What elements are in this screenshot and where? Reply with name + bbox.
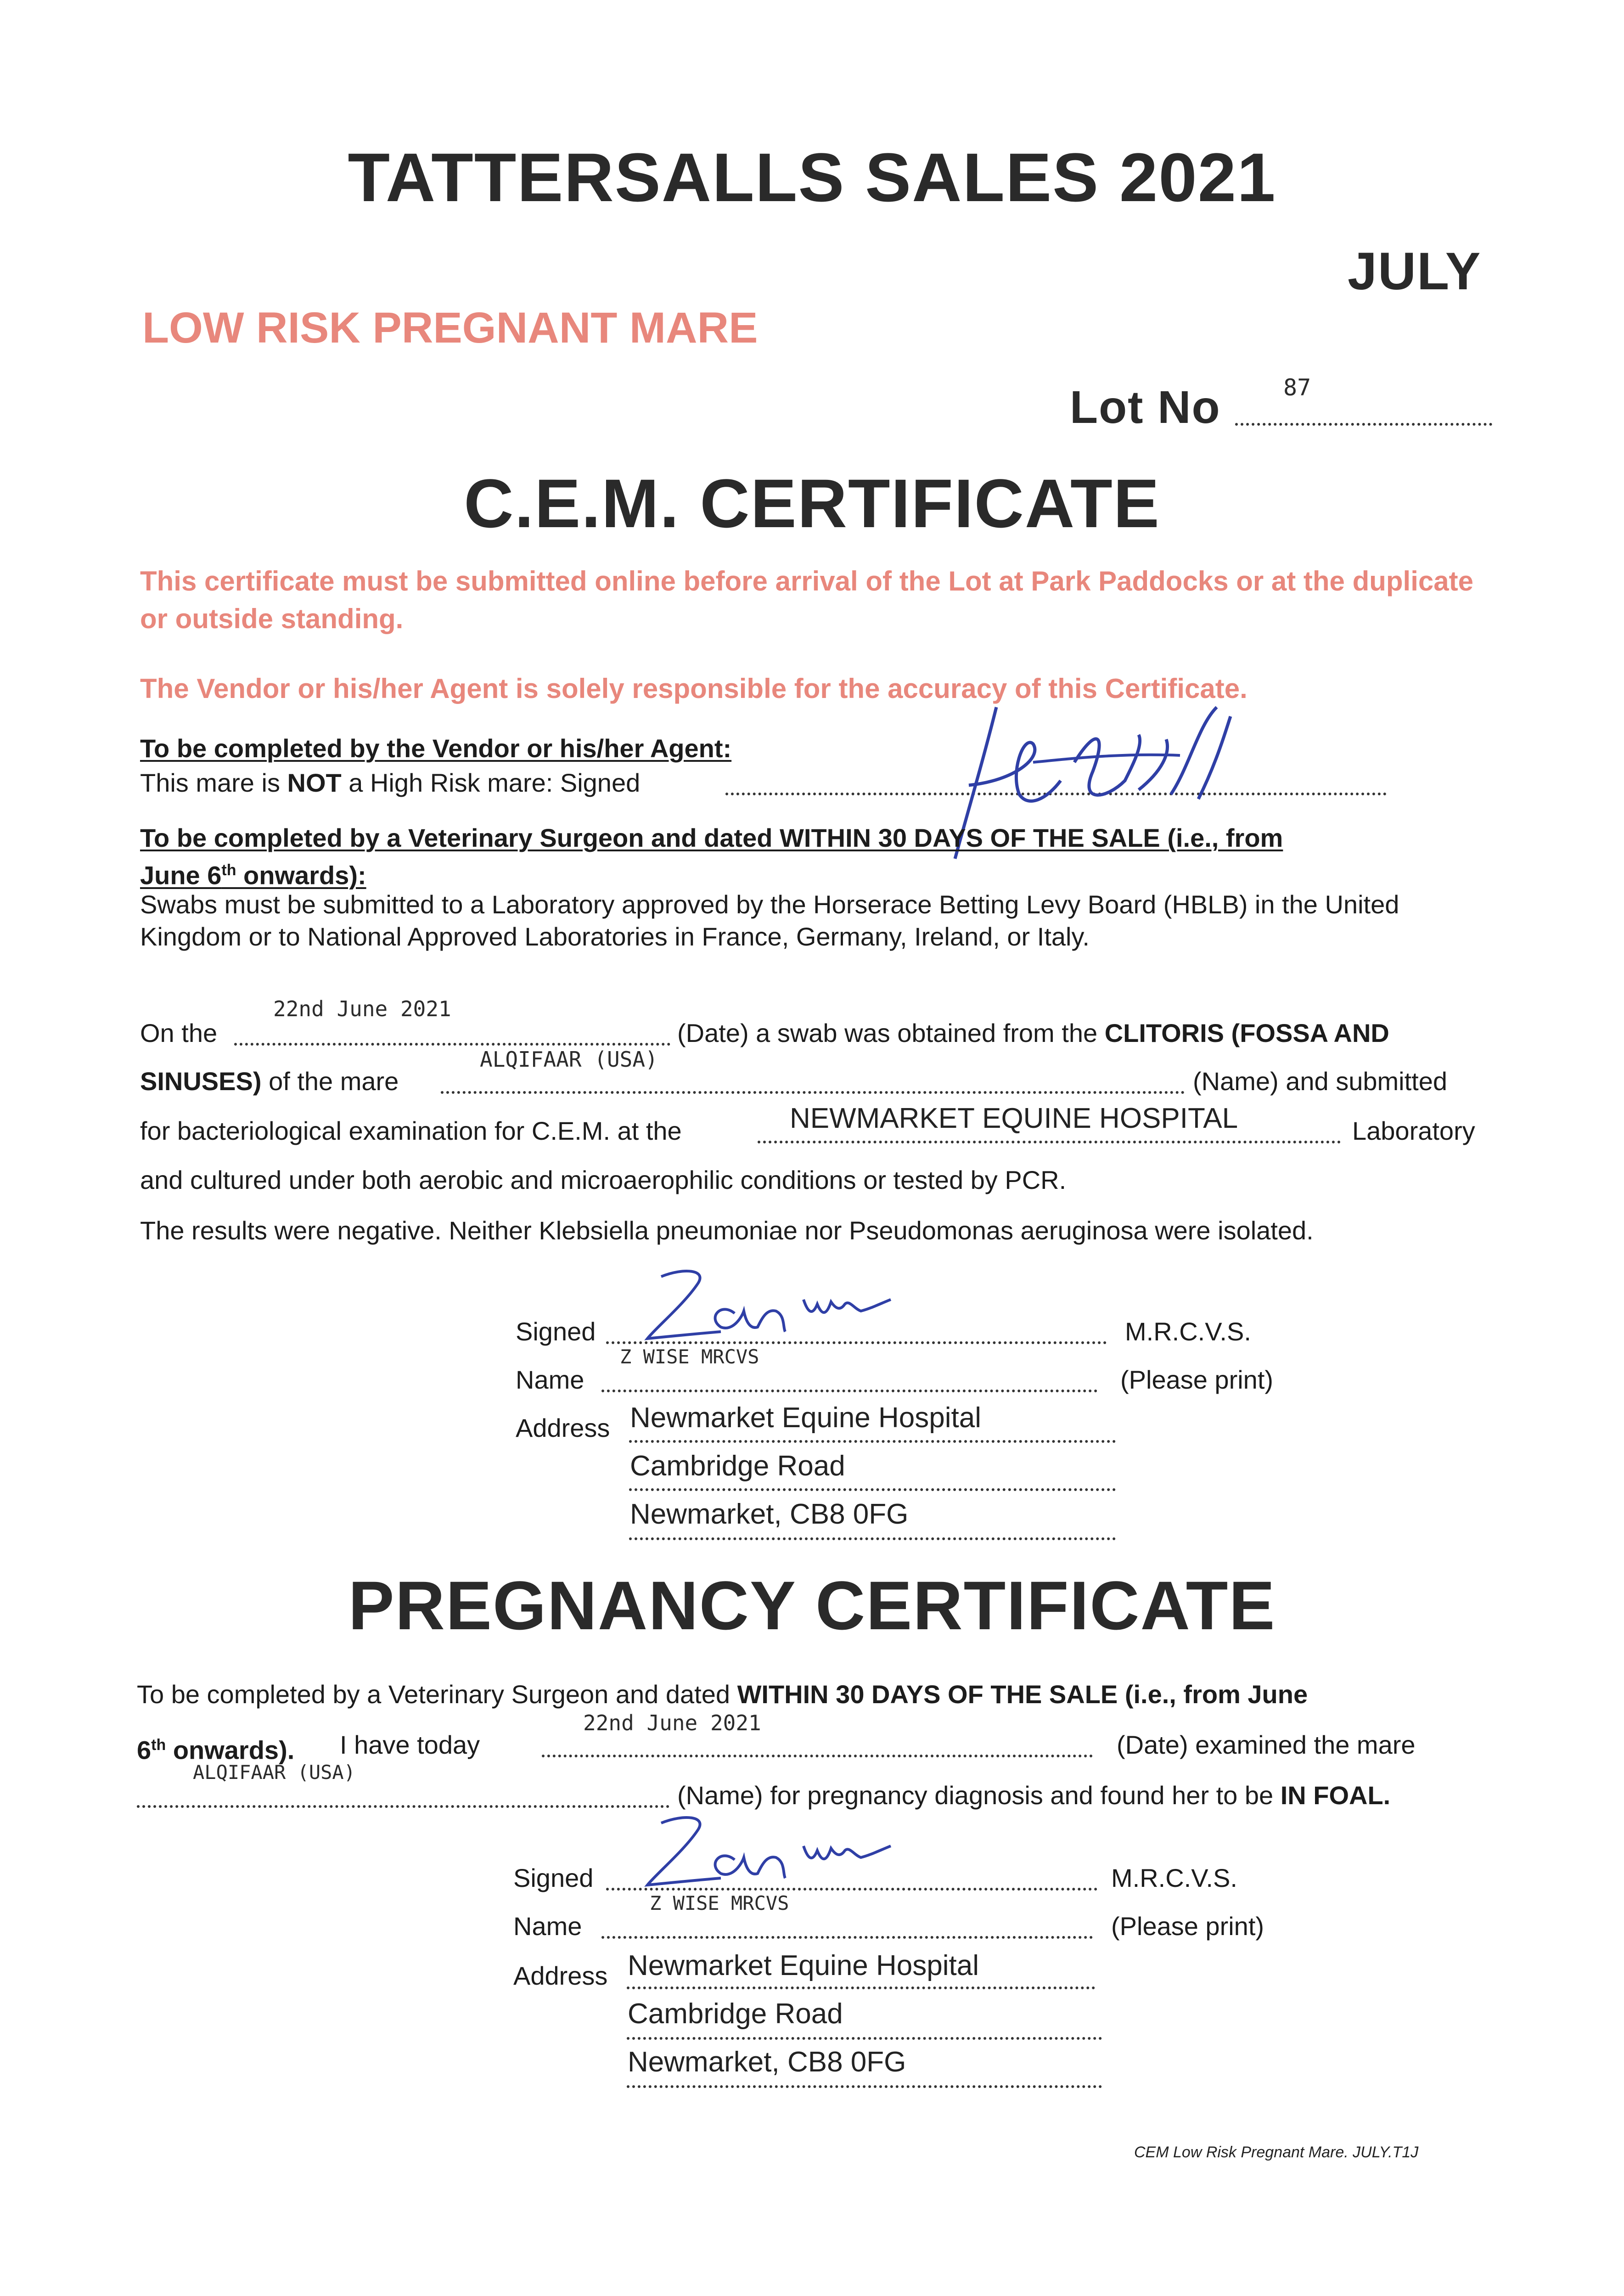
preg-vet-signature — [629, 1805, 905, 1896]
cem-vet-name: Z WISE MRCVS — [620, 1345, 759, 1368]
name-submitted-text: (Name) and submitted — [1193, 1067, 1448, 1096]
have-today-text: I have today — [340, 1730, 480, 1759]
clitoris-text: CLITORIS (FOSSA AND — [1104, 1019, 1389, 1047]
preg-address-3: Newmarket, CB8 0FG — [628, 2046, 906, 2078]
exam-date-line — [542, 1752, 1093, 1757]
bact-text: for bacteriological examination for C.E.M. at the — [140, 1116, 682, 1145]
mare-category: LOW RISK PREGNANT MARE — [142, 304, 758, 352]
of-the-mare-text: of the mare — [269, 1067, 399, 1096]
preg-signed-label: Signed — [513, 1863, 594, 1892]
name-diag-text: (Name) for pregnancy diagnosis and found her to be — [677, 1781, 1274, 1810]
cem-address-line-2 — [629, 1486, 1116, 1491]
preg-address-1: Newmarket Equine Hospital — [628, 1950, 979, 1981]
preg-address-2: Cambridge Road — [628, 1998, 843, 2030]
preg-address-line-1 — [627, 1984, 1095, 1989]
lot-number: 87 — [1283, 374, 1311, 401]
cem-address-line-3 — [629, 1535, 1116, 1540]
vet-heading-continued — [140, 854, 366, 892]
date-examined-text: (Date) examined the mare — [1117, 1730, 1416, 1759]
lab-name: NEWMARKET EQUINE HOSPITAL — [790, 1103, 1238, 1134]
preg-name-line — [601, 1933, 1093, 1939]
cem-address-3: Newmarket, CB8 0FG — [630, 1498, 909, 1530]
swab-date-line — [234, 1040, 670, 1046]
submission-notice: This certificate must be submitted online before arrival of the Lot at Park Paddocks or at the duplicate or outside standing. — [140, 566, 1473, 634]
swab-date-suffix — [677, 1017, 1389, 1049]
sales-title: TATTERSALLS SALES 2021 — [348, 139, 1276, 216]
vendor-statement-post: a High Risk mare: Signed — [341, 768, 641, 797]
cem-mrcvs: M.R.C.V.S. — [1125, 1317, 1251, 1346]
preg-address-label: Address — [513, 1961, 608, 1990]
lot-label: Lot No — [1070, 382, 1221, 433]
sixth-sup: th — [151, 1736, 166, 1754]
vendor-statement-pre: This mare is — [140, 768, 287, 797]
onwards-text: onwards). — [173, 1735, 295, 1765]
vendor-statement-not: NOT — [287, 768, 342, 797]
vet-heading-onwards: onwards): — [236, 861, 366, 890]
mare-line — [140, 1065, 399, 1097]
cem-signed-label: Signed — [516, 1317, 596, 1346]
cem-address-2: Cambridge Road — [630, 1450, 845, 1482]
cem-please-print: (Please print) — [1120, 1365, 1274, 1394]
mare-name-line — [441, 1088, 1185, 1094]
date-suffix-text: (Date) a swab was obtained from the — [677, 1019, 1098, 1047]
cultured-text: and cultured under both aerobic and microaerophilic conditions or tested by PCR. — [140, 1165, 1067, 1194]
preg-mare-name-line — [137, 1802, 669, 1808]
swab-date: 22nd June 2021 — [273, 996, 451, 1021]
swabs-text: Swabs must be submitted to a Laboratory approved by the Horserace Betting Levy Board (HBLB) in the United Kingdom or to National Approved Laboratories in France, Germany, Ireland, or Italy. — [140, 890, 1399, 951]
cem-name-line — [601, 1387, 1097, 1392]
on-the-label: On the — [140, 1019, 218, 1047]
footer-reference: CEM Low Risk Pregnant Mare. JULY.T1J — [1134, 2144, 1419, 2161]
preg-address-line-3 — [627, 2082, 1102, 2088]
preg-mare-name: ALQIFAAR (USA) — [193, 1761, 356, 1784]
in-foal-text: IN FOAL. — [1280, 1781, 1391, 1810]
cem-title: C.E.M. CERTIFICATE — [464, 465, 1160, 542]
sinuses-text: SINUSES) — [140, 1067, 262, 1096]
cem-address-label: Address — [516, 1413, 610, 1442]
cem-address-1: Newmarket Equine Hospital — [630, 1402, 982, 1434]
cem-vet-signature — [629, 1258, 905, 1350]
vet-heading-june: June 6 — [140, 861, 222, 890]
pregnancy-intro-bold: WITHIN 30 DAYS OF THE SALE (i.e., from June — [737, 1680, 1308, 1709]
sale-month: JULY — [1348, 242, 1482, 301]
lab-name-line — [758, 1138, 1341, 1143]
cem-address-line-1 — [629, 1437, 1116, 1443]
preg-mrcvs: M.R.C.V.S. — [1111, 1863, 1237, 1892]
accuracy-notice: The Vendor or his/her Agent is solely responsible for the accuracy of this Certificate. — [140, 673, 1248, 704]
pregnancy-title: PREGNANCY CERTIFICATE — [348, 1567, 1276, 1644]
preg-name-label: Name — [513, 1912, 582, 1941]
exam-date: 22nd June 2021 — [583, 1711, 761, 1735]
lot-dots — [1235, 420, 1492, 426]
vendor-statement — [140, 767, 640, 799]
sixth-text: 6 — [137, 1735, 152, 1765]
pregnancy-intro — [137, 1678, 1308, 1711]
vet-heading-sup: th — [221, 861, 236, 879]
preg-address-line-2 — [627, 2034, 1102, 2040]
preg-vet-name: Z WISE MRCVS — [650, 1892, 789, 1914]
pregnancy-intro-pre: To be completed by a Veterinary Surgeon and dated — [137, 1680, 730, 1709]
vet-heading: To be completed by a Veterinary Surgeon and dated WITHIN 30 DAYS OF THE SALE (i.e., from — [140, 823, 1283, 852]
laboratory-text: Laboratory — [1352, 1116, 1475, 1145]
results-text: The results were negative. Neither Klebsiella pneumoniae nor Pseudomonas aeruginosa were isolated. — [140, 1216, 1314, 1245]
preg-please-print: (Please print) — [1111, 1912, 1264, 1941]
cem-name-label: Name — [516, 1365, 584, 1394]
cem-mare-name: ALQIFAAR (USA) — [480, 1047, 658, 1072]
vendor-heading: To be completed by the Vendor or his/her Agent: — [140, 734, 732, 763]
